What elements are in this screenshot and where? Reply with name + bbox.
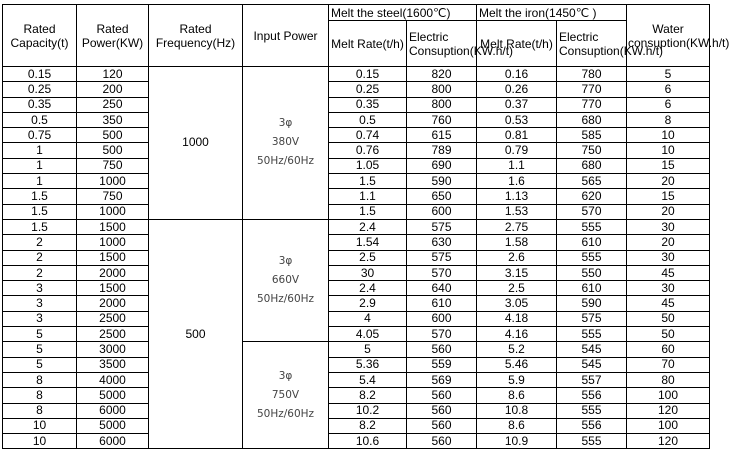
- cell-steel-rate: 1.5: [329, 174, 407, 189]
- cell-steel-rate: 0.74: [329, 128, 407, 143]
- cell-iron-rate: 2.5: [477, 281, 557, 296]
- cell-steel-consumption: 560: [407, 434, 477, 449]
- cell-capacity: 8: [3, 372, 77, 387]
- table-row: [3, 143, 710, 158]
- cell-power: 5000: [77, 388, 149, 403]
- cell-steel-consumption: 650: [407, 189, 477, 204]
- cell-steel-rate: 0.5: [329, 112, 407, 127]
- cell-steel-consumption: 789: [407, 143, 477, 158]
- cell-iron-rate: 1.58: [477, 235, 557, 250]
- cell-steel-rate: 1.5: [329, 204, 407, 219]
- cell-iron-rate: 0.81: [477, 128, 557, 143]
- input-power-cell: 3φ 750V 50Hz/60Hz: [243, 342, 329, 449]
- cell-power: 1000: [77, 204, 149, 219]
- specification-table: [2, 4, 729, 449]
- cell-water: 20: [627, 235, 710, 250]
- cell-steel-consumption: 615: [407, 128, 477, 143]
- cell-power: 1000: [77, 174, 149, 189]
- cell-water: 30: [627, 281, 710, 296]
- cell-iron-consumption: 555: [557, 219, 627, 234]
- cell-power: 2000: [77, 265, 149, 280]
- cell-capacity: 1.5: [3, 219, 77, 234]
- cell-water: 8: [627, 112, 710, 127]
- table-body: [3, 67, 710, 449]
- cell-capacity: 3: [3, 311, 77, 326]
- cell-steel-consumption: 570: [407, 327, 477, 342]
- cell-capacity: 10: [3, 418, 77, 433]
- cell-capacity: 8: [3, 388, 77, 403]
- header-rated-frequency: Rated Frequency(Hz): [149, 5, 243, 67]
- cell-iron-consumption: 570: [557, 204, 627, 219]
- cell-water: 80: [627, 372, 710, 387]
- cell-steel-rate: 2.4: [329, 219, 407, 234]
- cell-water: 6: [627, 97, 710, 112]
- header-rated-capacity: Rated Capacity(t): [3, 5, 77, 67]
- cell-capacity: 1: [3, 174, 77, 189]
- cell-iron-rate: 0.53: [477, 112, 557, 127]
- cell-iron-consumption: 590: [557, 296, 627, 311]
- cell-steel-consumption: 560: [407, 418, 477, 433]
- cell-capacity: 0.75: [3, 128, 77, 143]
- cell-steel-consumption: 600: [407, 204, 477, 219]
- table-row: [3, 219, 710, 234]
- cell-power: 2500: [77, 311, 149, 326]
- header-iron-melt-rate: Melt Rate(t/h): [477, 21, 557, 67]
- cell-steel-rate: 5.36: [329, 357, 407, 372]
- cell-steel-consumption: 690: [407, 158, 477, 173]
- cell-steel-rate: 30: [329, 265, 407, 280]
- cell-iron-rate: 0.37: [477, 97, 557, 112]
- cell-steel-consumption: 559: [407, 357, 477, 372]
- cell-iron-consumption: 770: [557, 82, 627, 97]
- cell-iron-consumption: 585: [557, 128, 627, 143]
- cell-iron-consumption: 555: [557, 403, 627, 418]
- cell-iron-consumption: 545: [557, 342, 627, 357]
- cell-iron-rate: 1.53: [477, 204, 557, 219]
- table-row: [3, 434, 710, 449]
- cell-steel-consumption: 630: [407, 235, 477, 250]
- cell-steel-rate: 4: [329, 311, 407, 326]
- cell-iron-rate: 4.16: [477, 327, 557, 342]
- cell-iron-rate: 5.9: [477, 372, 557, 387]
- cell-iron-consumption: 555: [557, 434, 627, 449]
- header-melt-iron: Melt the iron(1450℃ ): [477, 5, 627, 21]
- cell-iron-rate: 1.6: [477, 174, 557, 189]
- cell-power: 1500: [77, 250, 149, 265]
- cell-steel-rate: 2.5: [329, 250, 407, 265]
- cell-power: 500: [77, 143, 149, 158]
- cell-iron-consumption: 556: [557, 418, 627, 433]
- cell-steel-consumption: 560: [407, 342, 477, 357]
- cell-water: 45: [627, 296, 710, 311]
- cell-iron-rate: 2.75: [477, 219, 557, 234]
- table-row: [3, 296, 710, 311]
- cell-power: 500: [77, 128, 149, 143]
- table-row: [3, 174, 710, 189]
- cell-steel-consumption: 610: [407, 296, 477, 311]
- header-input-power: Input Power: [243, 5, 329, 67]
- cell-steel-consumption: 800: [407, 82, 477, 97]
- cell-capacity: 0.5: [3, 112, 77, 127]
- cell-water: 15: [627, 189, 710, 204]
- cell-power: 250: [77, 97, 149, 112]
- cell-power: 3000: [77, 342, 149, 357]
- cell-steel-consumption: 570: [407, 265, 477, 280]
- cell-water: 120: [627, 403, 710, 418]
- cell-iron-rate: 1.1: [477, 158, 557, 173]
- table-row: [3, 128, 710, 143]
- header-melt-steel: Melt the steel(1600℃): [329, 5, 477, 21]
- cell-iron-consumption: 770: [557, 97, 627, 112]
- cell-steel-consumption: 575: [407, 250, 477, 265]
- header-steel-melt-rate: Melt Rate(t/h): [329, 21, 407, 67]
- cell-iron-rate: 0.26: [477, 82, 557, 97]
- cell-water: 60: [627, 342, 710, 357]
- cell-steel-rate: 2.4: [329, 281, 407, 296]
- cell-water: 100: [627, 418, 710, 433]
- cell-iron-rate: 3.15: [477, 265, 557, 280]
- cell-iron-rate: 10.9: [477, 434, 557, 449]
- table-row: [3, 342, 710, 357]
- cell-steel-rate: 5: [329, 342, 407, 357]
- cell-iron-consumption: 610: [557, 235, 627, 250]
- table-row: [3, 388, 710, 403]
- cell-capacity: 2: [3, 235, 77, 250]
- cell-capacity: 5: [3, 357, 77, 372]
- cell-steel-rate: 8.2: [329, 418, 407, 433]
- cell-iron-consumption: 610: [557, 281, 627, 296]
- cell-power: 1500: [77, 281, 149, 296]
- cell-power: 2500: [77, 327, 149, 342]
- table-row: [3, 112, 710, 127]
- cell-steel-rate: 8.2: [329, 388, 407, 403]
- table-row: [3, 235, 710, 250]
- cell-steel-rate: 1.05: [329, 158, 407, 173]
- cell-power: 750: [77, 158, 149, 173]
- cell-power: 350: [77, 112, 149, 127]
- cell-steel-rate: 1.54: [329, 235, 407, 250]
- cell-capacity: 0.25: [3, 82, 77, 97]
- table-row: [3, 372, 710, 387]
- table-row: [3, 189, 710, 204]
- cell-water: 20: [627, 174, 710, 189]
- cell-steel-rate: 1.1: [329, 189, 407, 204]
- table-row: [3, 327, 710, 342]
- cell-steel-rate: 10.2: [329, 403, 407, 418]
- cell-water: 5: [627, 67, 710, 82]
- cell-capacity: 1: [3, 143, 77, 158]
- cell-iron-consumption: 680: [557, 112, 627, 127]
- cell-iron-rate: 0.16: [477, 67, 557, 82]
- cell-steel-consumption: 800: [407, 97, 477, 112]
- table-row: [3, 158, 710, 173]
- cell-power: 200: [77, 82, 149, 97]
- cell-capacity: 5: [3, 342, 77, 357]
- cell-steel-rate: 0.76: [329, 143, 407, 158]
- cell-power: 4000: [77, 372, 149, 387]
- table-row: [3, 97, 710, 112]
- header-iron-electric-consumption: Electric Consuption(KW.h/t): [557, 21, 627, 67]
- cell-water: 100: [627, 388, 710, 403]
- cell-water: 45: [627, 265, 710, 280]
- table-row: [3, 281, 710, 296]
- cell-iron-consumption: 545: [557, 357, 627, 372]
- cell-steel-consumption: 569: [407, 372, 477, 387]
- cell-steel-consumption: 820: [407, 67, 477, 82]
- cell-iron-rate: 4.18: [477, 311, 557, 326]
- table-row: [3, 311, 710, 326]
- cell-power: 1000: [77, 235, 149, 250]
- cell-water: 70: [627, 357, 710, 372]
- table-row: [3, 204, 710, 219]
- rated-frequency-cell: 1000: [149, 67, 243, 220]
- cell-steel-rate: 4.05: [329, 327, 407, 342]
- table-row: [3, 357, 710, 372]
- cell-power: 2000: [77, 296, 149, 311]
- cell-steel-rate: 0.35: [329, 97, 407, 112]
- cell-steel-consumption: 760: [407, 112, 477, 127]
- cell-water: 120: [627, 434, 710, 449]
- cell-iron-consumption: 556: [557, 388, 627, 403]
- cell-iron-rate: 10.8: [477, 403, 557, 418]
- cell-iron-consumption: 565: [557, 174, 627, 189]
- cell-capacity: 5: [3, 327, 77, 342]
- table-row: [3, 265, 710, 280]
- cell-power: 120: [77, 67, 149, 82]
- cell-capacity: 3: [3, 296, 77, 311]
- cell-power: 750: [77, 189, 149, 204]
- cell-steel-consumption: 600: [407, 311, 477, 326]
- cell-iron-consumption: 680: [557, 158, 627, 173]
- cell-iron-consumption: 550: [557, 265, 627, 280]
- table-row: [3, 403, 710, 418]
- cell-water: 30: [627, 250, 710, 265]
- cell-water: 50: [627, 311, 710, 326]
- cell-water: 10: [627, 128, 710, 143]
- cell-iron-rate: 0.79: [477, 143, 557, 158]
- cell-iron-consumption: 557: [557, 372, 627, 387]
- cell-capacity: 1.5: [3, 204, 77, 219]
- cell-power: 6000: [77, 434, 149, 449]
- cell-capacity: 2: [3, 250, 77, 265]
- cell-capacity: 1.5: [3, 189, 77, 204]
- cell-water: 30: [627, 219, 710, 234]
- cell-power: 6000: [77, 403, 149, 418]
- table-row: [3, 82, 710, 97]
- cell-iron-rate: 5.2: [477, 342, 557, 357]
- header-steel-electric-consumption: Electric Consuption(KW.h/t): [407, 21, 477, 67]
- cell-steel-rate: 5.4: [329, 372, 407, 387]
- cell-steel-consumption: 560: [407, 403, 477, 418]
- cell-steel-consumption: 590: [407, 174, 477, 189]
- input-power-cell: 3φ 380V 50Hz/60Hz: [243, 67, 329, 220]
- cell-iron-rate: 2.6: [477, 250, 557, 265]
- cell-steel-rate: 10.6: [329, 434, 407, 449]
- cell-iron-consumption: 555: [557, 327, 627, 342]
- cell-steel-consumption: 640: [407, 281, 477, 296]
- cell-power: 1500: [77, 219, 149, 234]
- cell-iron-consumption: 555: [557, 250, 627, 265]
- cell-iron-consumption: 620: [557, 189, 627, 204]
- cell-water: 50: [627, 327, 710, 342]
- cell-steel-rate: 0.15: [329, 67, 407, 82]
- cell-iron-consumption: 780: [557, 67, 627, 82]
- cell-steel-consumption: 575: [407, 219, 477, 234]
- cell-iron-rate: 8.6: [477, 388, 557, 403]
- cell-capacity: 0.35: [3, 97, 77, 112]
- cell-iron-rate: 5.46: [477, 357, 557, 372]
- cell-steel-rate: 2.9: [329, 296, 407, 311]
- cell-capacity: 0.15: [3, 67, 77, 82]
- cell-capacity: 8: [3, 403, 77, 418]
- cell-iron-consumption: 750: [557, 143, 627, 158]
- cell-water: 6: [627, 82, 710, 97]
- cell-capacity: 10: [3, 434, 77, 449]
- cell-iron-consumption: 575: [557, 311, 627, 326]
- cell-iron-rate: 3.05: [477, 296, 557, 311]
- header-rated-power: Rated Power(KW): [77, 5, 149, 67]
- table-row: [3, 67, 710, 82]
- cell-capacity: 2: [3, 265, 77, 280]
- input-power-cell: 3φ 660V 50Hz/60Hz: [243, 219, 329, 341]
- cell-power: 5000: [77, 418, 149, 433]
- table-row: [3, 250, 710, 265]
- cell-water: 15: [627, 158, 710, 173]
- cell-capacity: 1: [3, 158, 77, 173]
- cell-steel-consumption: 560: [407, 388, 477, 403]
- table-row: [3, 418, 710, 433]
- cell-iron-rate: 1.13: [477, 189, 557, 204]
- cell-iron-rate: 8.6: [477, 418, 557, 433]
- cell-capacity: 3: [3, 281, 77, 296]
- cell-water: 10: [627, 143, 710, 158]
- rated-frequency-cell: 500: [149, 219, 243, 448]
- cell-steel-rate: 0.25: [329, 82, 407, 97]
- cell-water: 20: [627, 204, 710, 219]
- cell-power: 3500: [77, 357, 149, 372]
- header-water-consumption: Water consuption(KW.h/t): [627, 5, 710, 67]
